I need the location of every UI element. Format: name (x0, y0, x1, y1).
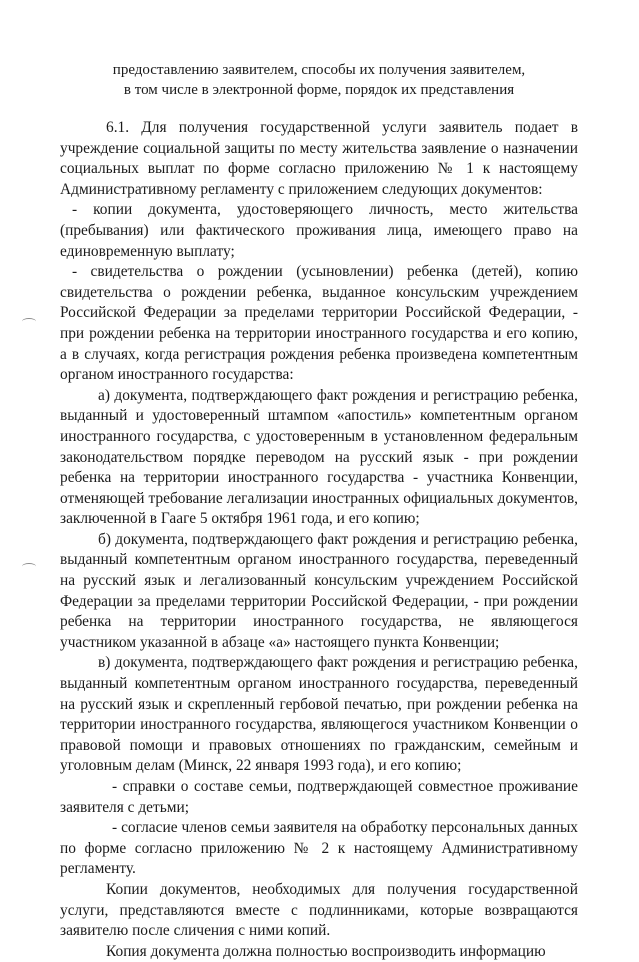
heading-line-2: в том числе в электронной форме, порядок их представления (123, 82, 515, 98)
list-item-consent: - согласие членов семьи заявителя на обработку персональных данных по форме согласно приложению № 2 к настоящему Административному регламенту. (60, 819, 578, 878)
sub-item-v: в) документа, подтверждающего факт рождения и регистрацию ребенка, выданный компетентным органом иностранного государства, переведенный на русский язык и скрепленный гербовой печатью, при рождении ребенка на территории иностранного государства, являющегося участником Конвенции о правовой помощи и правовых отношениях по гражданским, семейным и уголовным делам (Минск, 22 января 1993 года), и его копию; (60, 654, 578, 775)
paragraph-copy-requirements: Копия документа должна полностью воспроизводить информацию (106, 942, 546, 960)
binding-hole-mark (22, 563, 36, 570)
list-item-family-certificate: - справки о составе семьи, подтверждающей совместное проживание заявителя с детьми; (60, 778, 578, 816)
list-item-birth-certificate: - свидетельства о рождении (усыновлении) ребенка (детей), копию свидетельства о рождении ребенка, выданное консульским учреждением Российской Федерации за пределами территории Российской Федерации, - при рождении ребенка на территории иностранного государства и его копию, а в случаях, когда регистрация рождения ребенка произведена компетентным органом иностранного государства: (60, 263, 578, 384)
heading-line-1: предоставлению заявителем, способы их получения заявителем, (112, 62, 526, 78)
sub-item-b: б) документа, подтверждающего факт рождения и регистрацию ребенка, выданный компетентным органом иностранного государства, переведенный на русский язык и легализованный консульским учреждением Российской Федерации за пределами территории Российской Федерации, - при рождении ребенка на территории иностранного государства, не являющегося участником указанной в абзаце «а» настоящего пункта Конвенции; (60, 530, 578, 651)
document-body (60, 118, 578, 962)
sub-item-a: а) документа, подтверждающего факт рождения и регистрацию ребенка, выданный и удостоверенный штампом «апостиль» компетентным органом иностранного государства, с удостоверенным в установленном федеральным законодательством порядке переводом на русский язык - при рождении ребенка на территории иностранного государства - участника Конвенции, отменяющей требование легализации иностранных официальных документов, заключенной в Гааге 5 октября 1961 года, и его копию; (60, 386, 578, 528)
binding-hole-mark (22, 318, 36, 325)
paragraph-6-1: 6.1. Для получения государственной услуги заявитель подает в учреждение социальной защиты по месту жительства заявление о назначении социальных выплат по форме согласно приложению № 1 к настоящему Административному регламенту с приложением следующих документов: (60, 119, 578, 198)
paragraph-copies: Копии документов, необходимых для получения государственной услуги, представляются вместе с подлинниками, которые возвращаются заявителю после сличения с ними копий. (60, 880, 578, 940)
section-heading (60, 60, 578, 100)
list-item-identity-document: - копии документа, удостоверяющего личность, место жительства (пребывания) или фактического проживания лица, имеющего право на единовременную выплату; (60, 201, 578, 260)
